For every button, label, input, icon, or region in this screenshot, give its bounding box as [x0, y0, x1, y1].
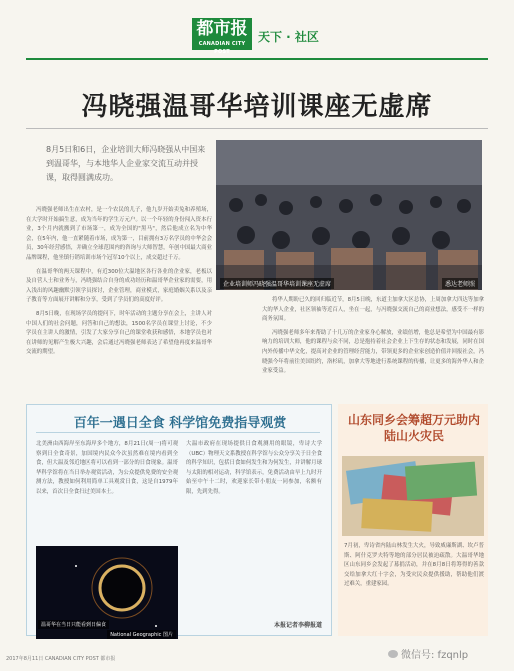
page-footer: 2017年8月11日 CANADIAN CITY POST 都市报	[6, 656, 116, 662]
eclipse-text-col-a: 北美洲由西海岸至东海岸多个地方，8月21日(周一)将可观察到日全食奇景，加国境内民众今次虽然难在境内看到全食，但大温及邻近地区将可以看到一部分的日食现象。温哥华科学馆将在当日举办观赏活动，为公众提供免费的安全观测方法，教授如何利用简单工具观赏日食，这是自1979年以来，首次日全食扫过美国本土。	[36, 441, 178, 495]
section-tag: 天下 · 社区	[258, 30, 319, 44]
paragraph: 冯晓强老师出生在农村，是一个农民的儿子，他九岁开始卖兔和养殖场，在大学时开始搞生意，成为当年的学生万元户。以一个年轻的身份闯入资本行业，3个月内就搬到了市场第一，成为全国的"黑马"，然后他成立名为中华会，在5年内，他一直紧随着市场，成为第一，目前拥有3万名学员的中华会会员，30年经营感悟，并确立全球范围内的咨询与大师智慧，年创中国最大商业品牌课程，他坐镇行销培训市场个冠军10个以上，成交超过千万。	[26, 207, 212, 261]
article-body-col1	[26, 206, 212, 358]
banknotes-photo	[342, 456, 484, 536]
article-body-col2	[262, 296, 484, 377]
photo-caption: 企业培训师冯晓强温哥华培训课座无虚席	[220, 278, 334, 289]
watermark-text: 微信号: fzqnlp	[401, 650, 469, 661]
article-lead: 8月5日和6日，企业培训大师冯晓强从中国来到温哥华，与本地华人企业家交流互动并授课，取得圆满成功。	[46, 145, 206, 182]
side-story-text: 7月初，卑诗省内陆山林发生大火，导致威廉斯湖、坎卢普斯、阿什克罗夫特等地的部分居民被迫疏散。大温哥华地区山东同乡会发起了募捐活动，并在8月8日将筹得的善款交给加拿大红十字会，为受灾民众提供援助，帮助他们渡过难关，重建家园。	[344, 543, 484, 588]
wechat-watermark	[388, 646, 468, 661]
article-title: 冯晓强温哥华培训课座无虚席	[81, 92, 433, 122]
header-rule	[26, 58, 488, 60]
eclipse-photo-credit: National Geographic 图片	[107, 630, 176, 639]
eclipse-title: 百年一遇日全食 科学馆免费指导观赏	[73, 416, 287, 431]
wechat-icon	[388, 650, 398, 658]
eclipse-photo	[36, 546, 178, 639]
seminar-photo	[216, 140, 482, 290]
side-story-title: 山东同乡会筹超万元助内陆山火灾民	[347, 413, 480, 443]
masthead-logo	[192, 18, 252, 55]
paragraph: 冯晓强老师多年来帮助了十几万的企业家身心解放，业绩倍增，他总是希望为中国最有影响力的培训大师，他的课程与众不同，总是抱持着社会企业上下生存的状态和发展，同时在国内外传播中华文化，提高对企业的管理经营能力，带领更多的企业家创造价值并回报社会，冯晓强今年将前往美国纽约，洛杉矶，加拿大等地进行系统课程的传播，让更多的海外华人和企业家受益。	[262, 329, 484, 375]
paragraph: 在温哥华的两天课程中，有近300位大温地区各行各业的企业家，老板以及自营人士和业务与，冯晓强结合自身的成功经历和温哥华企业家的需要，用入浅出的风趣幽默引领学员探讨，企业管理，商业模式，家庭婚姻关系以及亲子教育等方面展开讲解和分享，受到了学员们的高度好评。	[26, 268, 212, 304]
paragraph: 8月5日晚，在现场学员的提问下，时年活动的主题分享在会上，主讲人对中国人们的社会问题，问答和自己的想法，1500名学员在课堂上讨论，不少学员在主讲人的激情，引发了大家分享自己的课堂收获和感悟，本地学员也对在讲师的见解产生极大兴趣，会后通过冯晓强老师表达了希望他再度来温哥华交流的期望。	[26, 310, 212, 356]
photo-credit: 悉达老师照	[442, 278, 478, 289]
masthead-subtitle: CANADIAN CITY POST	[198, 41, 246, 55]
eclipse-divider	[36, 432, 320, 433]
eclipse-photo-caption: 温哥华在当日只能看到日偏食	[38, 620, 109, 629]
eclipse-text-col-b: 大温市政府在现场提供日食观测用的眼镜，卑诗大学（UBC）物理天文系教授在科学馆与公众分享关于日全食的科学知识，包括日食如何发生和为何发生，并讲解月球与太阳的相对运动，科学馆表示，免费活动由早上九时开始至中午十二时，欢迎家长带小朋友一同参加，名额有限，先到先得。	[186, 441, 322, 495]
title-divider	[26, 128, 488, 129]
eclipse-byline: 本报记者李柳报道	[273, 622, 322, 629]
paragraph: 将华人期盼已久的回归临近节，8月5日晚，东道主加拿大区总协，上周加拿大四达等加拿大的华人企业，社区领袖等近百人，坐在一起，与冯晓强交流自己的商业想法，感受不一样的商务氛围。	[262, 297, 484, 323]
masthead-title: 都市报	[196, 19, 248, 39]
